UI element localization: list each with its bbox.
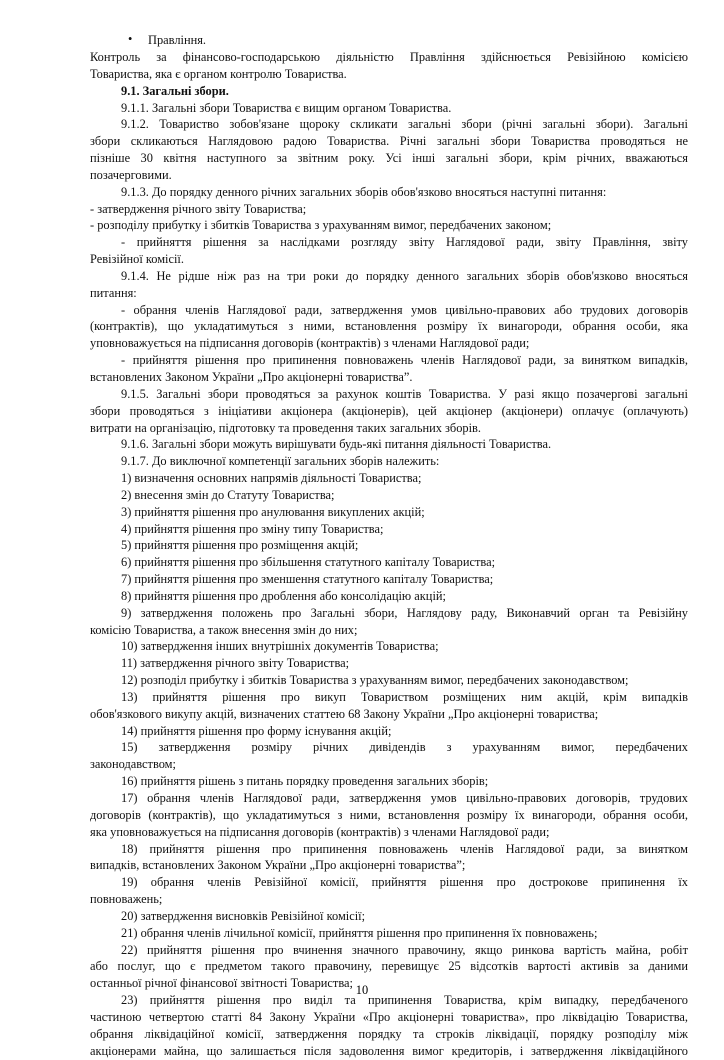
paragraph-line: 3) прийняття рішення про анулювання викуплених акцій;	[121, 504, 425, 519]
paragraph-line: 4) прийняття рішення про зміну типу Товариства;	[121, 521, 384, 536]
paragraph-line: 9) затвердження положень про Загальні збори, Наглядову раду, Виконавчий орган та Ревізійну	[121, 605, 688, 620]
paragraph-line: 9.1.1. Загальні збори Товариства є вищим органом Товариства.	[121, 100, 452, 115]
paragraph-line: частиною четвертою статті 84 Закону України «Про акціонерні товариства», про ліквідацію Товариства,	[90, 1009, 688, 1024]
paragraph-line: - обрання членів Наглядової ради, затвердження умов цивільно-правових або трудових договорів	[121, 302, 688, 317]
paragraph-line: збори проводяться з ініціативи акціонера (акціонерів), цей акціонер (акціонери) оплачує (оплачують)	[90, 403, 688, 418]
paragraph-line: 17) обрання членів Наглядової ради, затвердження умов цивільно-правових договорів, трудових	[121, 791, 688, 805]
paragraph-line: яка уповноважується на підписання договорів (контрактів) з членами Наглядової ради;	[90, 824, 550, 839]
paragraph-line: пізніше 30 квітня наступного за звітним року. Усі інші загальні збори, крім річних, вважаються	[90, 151, 688, 165]
paragraph-line: 16) прийняття рішень з питань порядку проведення загальних зборів;	[121, 774, 489, 789]
paragraph-line: комісію Товариства, а також внесення змін до них;	[90, 622, 358, 637]
paragraph-line: 9.1.7. До виключної компетенції загальних зборів належить:	[121, 454, 440, 469]
paragraph-line: позачерговими.	[90, 167, 172, 182]
paragraph-line: 18) прийняття рішення про припинення повноважень членів Наглядової ради, за винятком	[121, 841, 688, 856]
paragraph-line: акціонерами майна, що залишається після задоволення вимог кредиторів, і затвердження ліквідаційного	[90, 1043, 688, 1058]
paragraph-line: 23) прийняття рішення про виділ та припинення Товариства, крім випадку, передбаченого	[121, 993, 688, 1007]
paragraph-line: уповноважується на підписання договорів (контрактів) з членами Наглядової ради;	[90, 336, 530, 351]
paragraph-line: 8) прийняття рішення про дроблення або консолідацію акцій;	[121, 588, 446, 603]
paragraph-line: 9.1.2. Товариство зобов'язане щороку скликати загальні збори (річні загальні збори). Загальні	[121, 117, 688, 132]
paragraph-line: Контроль за фінансово-господарською діяльністю Правління здійснюється Ревізійною комісією	[90, 50, 688, 64]
paragraph-line: 22) прийняття рішення про вчинення значного правочину, якщо ринкова вартість майна, робіт	[121, 942, 688, 957]
paragraph-line: 9.1. Загальні збори.	[121, 83, 229, 98]
paragraph-line: 9.1.4. Не рідше ніж раз на три роки до порядку денного загальних зборів обов'язково вносяться	[121, 268, 688, 283]
paragraph-line: 7) прийняття рішення про зменшення статутного капіталу Товариства;	[121, 572, 494, 586]
paragraph-line: 10) затвердження інших внутрішніх документів Товариства;	[121, 639, 439, 654]
paragraph-line: - затвердження річного звіту Товариства;	[90, 201, 307, 216]
paragraph-line: повноважень;	[90, 892, 163, 906]
paragraph-line: збори скликаються Наглядовою радою Товариства. Річні загальні збори Товариства проводяться не	[90, 134, 688, 149]
paragraph-line: - розподілу прибутку і збитків Товариства з урахуванням вимог, передбачених законом;	[90, 218, 552, 233]
paragraph-line: 19) обрання членів Ревізійної комісії, прийняття рішення про дострокове припинення їх	[121, 875, 688, 890]
paragraph-line: 9.1.6. Загальні збори можуть вирішувати будь-які питання діяльності Товариства.	[121, 437, 552, 452]
paragraph-line: договорів (контрактів), що укладатимуться з ними, встановлення розміру їх винагороди, обрання особи,	[90, 807, 688, 822]
paragraph-line: 6) прийняття рішення про збільшення статутного капіталу Товариства;	[121, 555, 496, 570]
paragraph-line: 13) прийняття рішення про викуп Товариством розміщених ним акцій, крім випадків	[121, 689, 688, 704]
paragraph-line: останньої річної фінансової звітності Товариства;	[90, 976, 353, 991]
bullet-marker: •	[128, 32, 133, 46]
paragraph-line: 12) розподіл прибутку і збитків Товариства з урахуванням вимог, передбачених законодавством;	[121, 673, 629, 688]
paragraph-line: випадків, встановлених Законом України „Про акціонерні товариства”;	[90, 858, 466, 873]
paragraph-line: 14) прийняття рішення про форму існування акцій;	[121, 723, 392, 738]
paragraph-line: - прийняття рішення про припинення повноважень членів Наглядової ради, за винятком випадків,	[121, 353, 688, 368]
paragraph-line: витрати на організацію, підготовку та проведення таких загальних зборів.	[90, 420, 482, 435]
paragraph-line: Ревізійної комісії.	[90, 252, 184, 267]
paragraph-line: обов'язкового викупу акцій, визначених статтею 68 Закону України „Про акціонерні товариства;	[90, 706, 599, 721]
paragraph-line: 5) прийняття рішення про розміщення акцій;	[121, 538, 359, 553]
paragraph-line: 2) внесення змін до Статуту Товариства;	[121, 487, 335, 502]
paragraph-line: 9.1.5. Загальні збори проводяться за рахунок коштів Товариства. У разі якщо позачергові загальні	[121, 386, 688, 401]
paragraph-line: або послуг, що є предметом такого правочину, перевищує 25 відсотків вартості активів за даними	[90, 959, 688, 974]
paragraph-line: встановлених Законом України „Про акціонерні товариства”.	[90, 370, 413, 384]
paragraph-line: 1) визначення основних напрямів діяльності Товариства;	[121, 471, 422, 485]
paragraph-line: 21) обрання членів лічильної комісії, прийняття рішення про припинення їх повноважень;	[121, 925, 598, 940]
paragraph-line: 9.1.3. До порядку денного річних загальних зборів обов'язково вносяться наступні питання:	[121, 184, 607, 199]
paragraph-line: 20) затвердження висновків Ревізійної комісії;	[121, 908, 366, 923]
paragraph-line: Правління.	[148, 33, 207, 47]
paragraph-line: 11) затвердження річного звіту Товариства;	[121, 656, 350, 671]
paragraph-line: 15) затвердження розміру річних дивідендів з урахуванням вимог, передбачених	[121, 740, 688, 755]
paragraph-line: питання:	[90, 285, 137, 300]
paragraph-line: обрання ліквідаційної комісії, затвердження порядку та строків ліквідації, порядку розподілу між	[90, 1026, 688, 1041]
paragraph-line: (контрактів), що укладатимуться з ними, встановлення розміру їх винагороди, обрання особи, яка	[90, 319, 688, 334]
paragraph-line: Товариства, яка є органом контролю Товариства.	[90, 66, 347, 81]
paragraph-line: - прийняття рішення за наслідками розгляду звіту Наглядової ради, звіту Правління, звіту	[121, 235, 688, 250]
page-number: 10	[355, 983, 369, 997]
paragraph-line: законодавством;	[90, 757, 176, 772]
